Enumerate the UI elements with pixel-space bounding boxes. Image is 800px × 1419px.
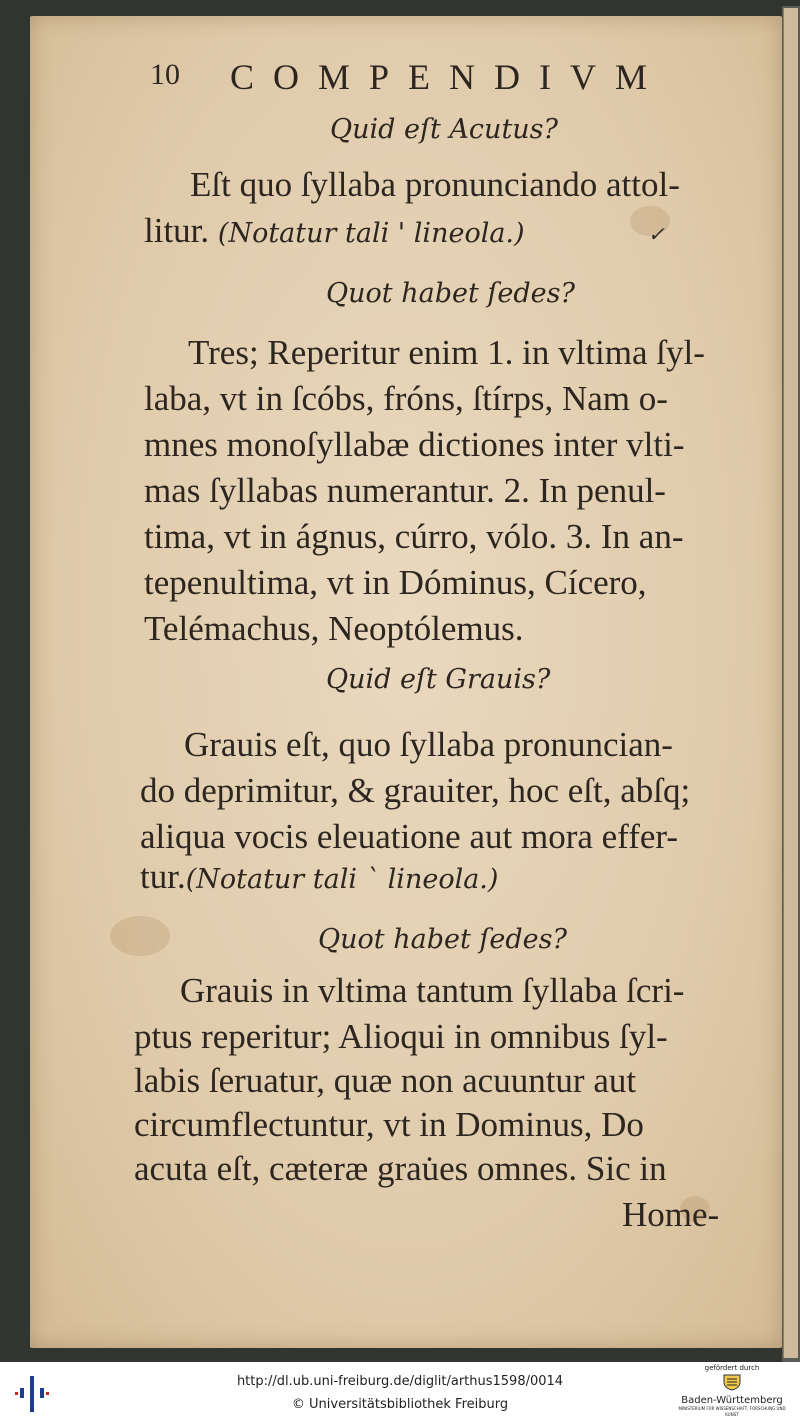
section-heading: Quot habet ſedes? bbox=[318, 924, 567, 955]
text-line: circumflectuntur, vt in Dominus, Do bbox=[134, 1105, 644, 1144]
text-line: litur. (Notatur tali ' lineola.) bbox=[144, 211, 525, 250]
margin-scribble: ✓ bbox=[648, 222, 665, 246]
text-line: Telémachus, Neoptólemus. bbox=[144, 609, 524, 648]
text-line: Grauis in vltima tantum ſyllaba ſcri- bbox=[180, 971, 685, 1010]
text-line: mnes monoſyllabæ dictiones inter vlti- bbox=[144, 425, 685, 464]
section-heading: Quot habet ſedes? bbox=[326, 278, 575, 309]
text-line: tepenultima, vt in Dóminus, Cícero, bbox=[144, 563, 647, 602]
viewer-footer bbox=[0, 1362, 800, 1419]
text-line: aliqua vocis eleuatione aut mora effer- bbox=[140, 817, 678, 856]
catchword: Home- bbox=[622, 1195, 720, 1234]
text-line: labis ſeruatur, quæ non acuuntur aut bbox=[134, 1061, 637, 1100]
text-line: acuta eſt, cæteræ grau̇es omnes. Sic in bbox=[134, 1149, 667, 1188]
text-line: ptus reperitur; Alioqui in omnibus ſyl- bbox=[134, 1017, 668, 1056]
next-page-edge bbox=[783, 8, 798, 1358]
text-line: laba, vt in ſcóbs, fróns, ſtírps, Nam o- bbox=[144, 379, 668, 418]
ministry-label: MINISTERIUM FÜR WISSENSCHAFT, FORSCHUNG UND KUNST bbox=[678, 1406, 786, 1417]
section-heading: Quid eſt Grauis? bbox=[326, 664, 551, 695]
text-line: Eſt quo ſyllaba pronunciando attol- bbox=[190, 165, 680, 204]
funder-badge bbox=[672, 1364, 792, 1416]
page-number: 10 bbox=[150, 58, 180, 91]
text-line: mas ſyllabas numerantur. 2. In penul- bbox=[144, 471, 666, 510]
stain bbox=[110, 916, 170, 956]
coat-of-arms-icon bbox=[721, 1373, 743, 1391]
text-line: Grauis eſt, quo ſyllaba pronuncian- bbox=[184, 725, 673, 764]
funded-by-label: gefördert durch bbox=[704, 1364, 760, 1372]
text-line: Tres; Reperitur enim 1. in vltima ſyl- bbox=[188, 333, 705, 372]
copyright-notice: © Universitätsbibliothek Freiburg bbox=[291, 1397, 509, 1412]
permalink[interactable]: http://dl.ub.uni-freiburg.de/diglit/arthus1598/0014 bbox=[236, 1374, 564, 1389]
funder-name: Baden-Württemberg bbox=[681, 1395, 783, 1406]
text-line: tur.(Notatur tali ` lineola.) bbox=[140, 857, 499, 896]
running-head: COMPENDIVM bbox=[230, 57, 667, 97]
section-heading: Quid eſt Acutus? bbox=[330, 114, 559, 145]
text-line: tima, vt in ágnus, cúrro, vólo. 3. In an- bbox=[144, 517, 684, 556]
text-line: do deprimitur, & grauiter, hoc eſt, abſq; bbox=[140, 771, 691, 810]
